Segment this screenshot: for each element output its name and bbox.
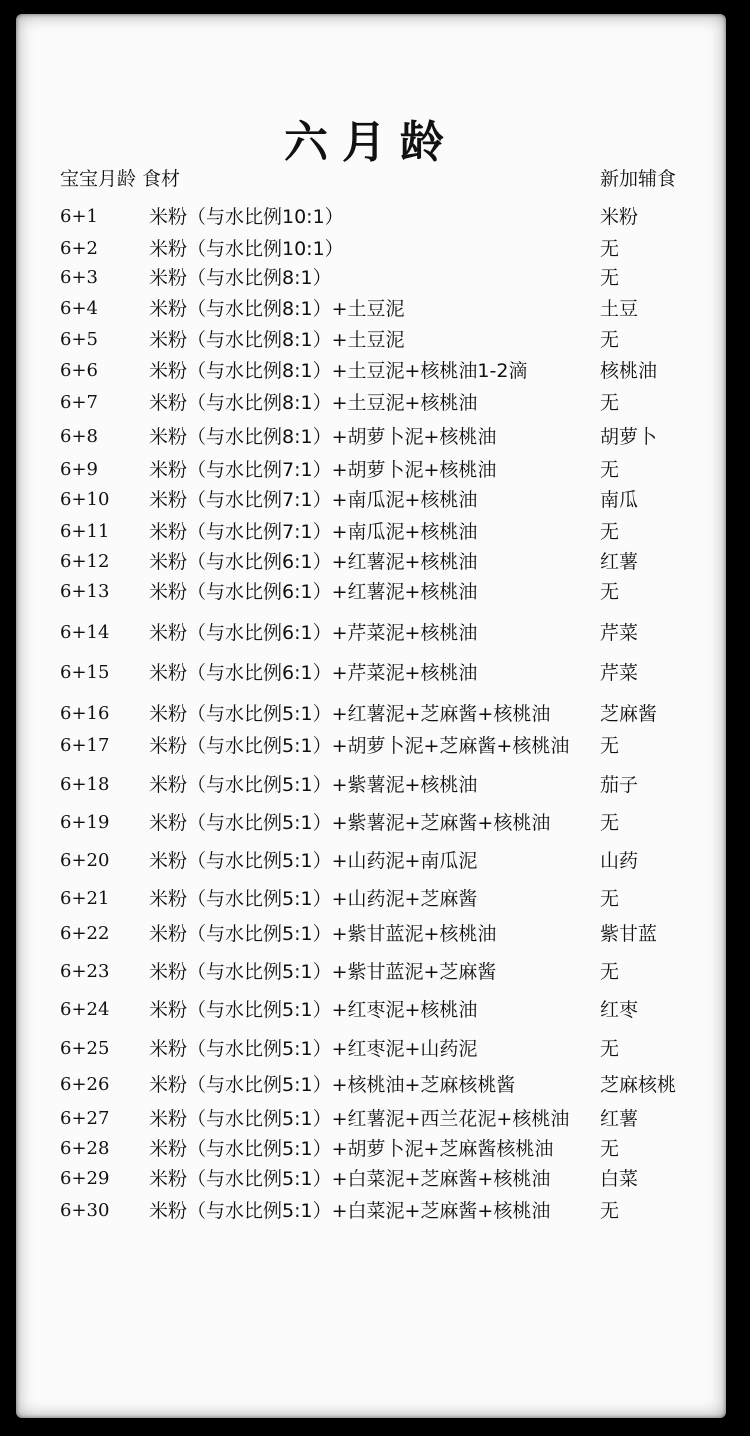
table-row — [16, 995, 726, 1025]
age-cell: 6+27 — [60, 1108, 110, 1129]
food-cell: 米粉（与水比例7:1）+胡萝卜泥+核桃油 — [149, 459, 497, 481]
age-cell: 6+14 — [60, 622, 110, 643]
food-cell: 米粉（与水比例5:1）+白菜泥+芝麻酱+核桃油 — [149, 1168, 551, 1190]
food-cell: 米粉（与水比例5:1）+胡萝卜泥+芝麻酱核桃油 — [149, 1138, 554, 1160]
new-food-cell: 无 — [600, 1138, 620, 1160]
age-cell: 6+18 — [60, 774, 110, 795]
new-food-cell: 无 — [600, 1038, 620, 1060]
new-food-cell: 无 — [600, 581, 620, 603]
food-cell: 米粉（与水比例8:1）+土豆泥+核桃油 — [149, 392, 478, 414]
age-cell: 6+5 — [60, 329, 98, 350]
new-food-cell: 芹菜 — [600, 662, 639, 684]
food-cell: 米粉（与水比例5:1）+胡萝卜泥+芝麻酱+核桃油 — [149, 735, 570, 757]
age-cell: 6+9 — [60, 459, 98, 480]
new-food-cell: 无 — [600, 735, 620, 757]
age-cell: 6+4 — [60, 298, 98, 319]
food-cell: 米粉（与水比例5:1）+红枣泥+山药泥 — [149, 1038, 478, 1060]
table-row — [16, 294, 726, 324]
age-cell: 6+10 — [60, 489, 110, 510]
age-cell: 6+19 — [60, 812, 110, 833]
new-food-cell: 土豆 — [600, 298, 639, 320]
new-food-cell: 红薯 — [600, 551, 639, 573]
food-cell: 米粉（与水比例5:1）+紫甘蓝泥+芝麻酱 — [149, 961, 497, 983]
new-food-cell: 米粉 — [600, 206, 639, 228]
table-row — [16, 202, 726, 232]
age-cell: 6+24 — [60, 999, 110, 1020]
table-row — [16, 731, 726, 761]
new-food-cell: 芹菜 — [600, 622, 639, 644]
food-cell: 米粉（与水比例8:1） — [149, 267, 332, 289]
new-food-cell: 山药 — [600, 850, 639, 872]
table-row — [16, 547, 726, 577]
table-row — [16, 577, 726, 607]
table-row — [16, 388, 726, 418]
new-food-cell: 胡萝卜 — [600, 426, 658, 448]
age-cell: 6+17 — [60, 735, 110, 756]
age-cell: 6+26 — [60, 1074, 110, 1095]
food-cell: 米粉（与水比例5:1）+红薯泥+西兰花泥+核桃油 — [149, 1108, 570, 1130]
food-cell: 米粉（与水比例8:1）+胡萝卜泥+核桃油 — [149, 426, 497, 448]
new-food-cell: 无 — [600, 267, 620, 289]
age-cell: 6+29 — [60, 1168, 110, 1189]
new-food-cell: 芝麻酱 — [600, 703, 658, 725]
new-food-cell: 芝麻核桃 — [600, 1074, 677, 1096]
age-cell: 6+13 — [60, 581, 110, 602]
age-cell: 6+15 — [60, 662, 110, 683]
table-row — [16, 234, 726, 264]
table-row — [16, 485, 726, 515]
table-row — [16, 1034, 726, 1064]
food-cell: 米粉（与水比例6:1）+芹菜泥+核桃油 — [149, 662, 478, 684]
age-cell: 6+21 — [60, 888, 110, 909]
food-cell: 米粉（与水比例7:1）+南瓜泥+核桃油 — [149, 521, 478, 543]
new-food-cell: 无 — [600, 459, 620, 481]
header-new-food: 新加辅食 — [600, 168, 677, 190]
food-cell: 米粉（与水比例5:1）+紫薯泥+芝麻酱+核桃油 — [149, 812, 551, 834]
food-cell: 米粉（与水比例5:1）+核桃油+芝麻核桃酱 — [149, 1074, 516, 1096]
table-row — [16, 455, 726, 485]
table-row — [16, 517, 726, 547]
food-cell: 米粉（与水比例8:1）+土豆泥+核桃油1-2滴 — [149, 360, 528, 382]
age-cell: 6+16 — [60, 703, 110, 724]
new-food-cell: 无 — [600, 961, 620, 983]
new-food-cell: 无 — [600, 392, 620, 414]
food-cell: 米粉（与水比例8:1）+土豆泥 — [149, 298, 405, 320]
food-cell: 米粉（与水比例10:1） — [149, 238, 344, 260]
table-row — [16, 618, 726, 648]
food-cell: 米粉（与水比例6:1）+红薯泥+核桃油 — [149, 551, 478, 573]
food-cell: 米粉（与水比例5:1）+红枣泥+核桃油 — [149, 999, 478, 1021]
table-row — [16, 699, 726, 729]
age-cell: 6+12 — [60, 551, 110, 572]
food-cell: 米粉（与水比例8:1）+土豆泥 — [149, 329, 405, 351]
page-title: 六月龄 — [284, 117, 458, 168]
new-food-cell: 紫甘蓝 — [600, 923, 658, 945]
food-cell: 米粉（与水比例5:1）+白菜泥+芝麻酱+核桃油 — [149, 1200, 551, 1222]
table-row — [16, 325, 726, 355]
food-cell: 米粉（与水比例5:1）+红薯泥+芝麻酱+核桃油 — [149, 703, 551, 725]
header-age-food: 宝宝月龄 食材 — [60, 168, 181, 190]
age-cell: 6+3 — [60, 267, 98, 288]
table-row — [16, 422, 726, 452]
table-row — [16, 1134, 726, 1164]
age-cell: 6+11 — [60, 521, 110, 542]
table-row — [16, 356, 726, 386]
table-row — [16, 884, 726, 914]
new-food-cell: 无 — [600, 238, 620, 260]
age-cell: 6+20 — [60, 850, 110, 871]
new-food-cell: 核桃油 — [600, 360, 658, 382]
food-cell: 米粉（与水比例5:1）+紫薯泥+核桃油 — [149, 774, 478, 796]
age-cell: 6+2 — [60, 238, 98, 259]
table-row — [16, 1104, 726, 1134]
food-cell: 米粉（与水比例10:1） — [149, 206, 344, 228]
age-cell: 6+23 — [60, 961, 110, 982]
new-food-cell: 无 — [600, 1200, 620, 1222]
table-row — [16, 263, 726, 293]
food-cell: 米粉（与水比例6:1）+红薯泥+核桃油 — [149, 581, 478, 603]
food-cell: 米粉（与水比例5:1）+紫甘蓝泥+核桃油 — [149, 923, 497, 945]
table-row — [16, 770, 726, 800]
age-cell: 6+6 — [60, 360, 98, 381]
table-row — [16, 1070, 726, 1100]
food-cell: 米粉（与水比例7:1）+南瓜泥+核桃油 — [149, 489, 478, 511]
food-cell: 米粉（与水比例5:1）+山药泥+芝麻酱 — [149, 888, 478, 910]
age-cell: 6+25 — [60, 1038, 110, 1059]
food-cell: 米粉（与水比例6:1）+芹菜泥+核桃油 — [149, 622, 478, 644]
paper-sheet — [16, 14, 726, 1418]
new-food-cell: 白菜 — [600, 1168, 639, 1190]
new-food-cell: 红枣 — [600, 999, 639, 1021]
age-cell: 6+30 — [60, 1200, 110, 1221]
table-row — [16, 808, 726, 838]
new-food-cell: 红薯 — [600, 1108, 639, 1130]
age-cell: 6+28 — [60, 1138, 110, 1159]
new-food-cell: 无 — [600, 812, 620, 834]
new-food-cell: 茄子 — [600, 774, 639, 796]
table-row — [16, 957, 726, 987]
feeding-table — [16, 14, 726, 1418]
table-row — [16, 658, 726, 688]
age-cell: 6+8 — [60, 426, 98, 447]
table-row — [16, 919, 726, 949]
table-row — [16, 1196, 726, 1226]
new-food-cell: 南瓜 — [600, 489, 639, 511]
age-cell: 6+7 — [60, 392, 98, 413]
new-food-cell: 无 — [600, 888, 620, 910]
new-food-cell: 无 — [600, 521, 620, 543]
age-cell: 6+1 — [60, 206, 98, 227]
new-food-cell: 无 — [600, 329, 620, 351]
food-cell: 米粉（与水比例5:1）+山药泥+南瓜泥 — [149, 850, 478, 872]
age-cell: 6+22 — [60, 923, 110, 944]
table-row — [16, 1164, 726, 1194]
table-row — [16, 846, 726, 876]
